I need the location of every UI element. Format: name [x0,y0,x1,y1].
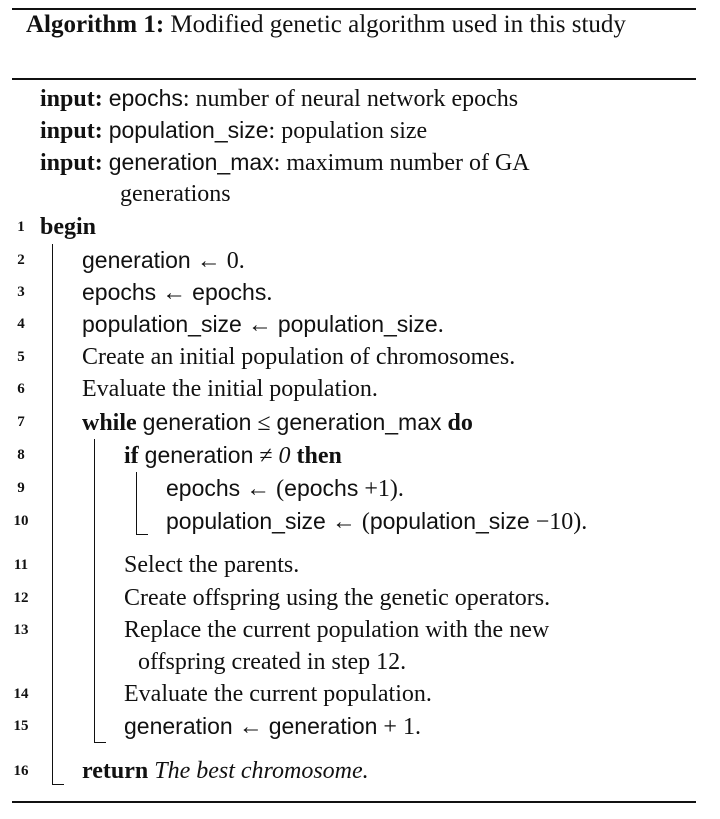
line-number: 6 [17,381,25,397]
line-number: 2 [17,252,25,268]
line-5: Create an initial population of chromosomes. [82,344,516,370]
if-block-end [136,534,148,535]
line-number: 14 [13,686,29,702]
line-number: 9 [17,480,25,496]
line-number: 11 [13,557,29,573]
line-12: Create offspring using the genetic operators. [124,585,551,611]
line-number: 8 [17,447,25,463]
if-block-bar [136,472,137,534]
line-number: 12 [13,590,29,606]
line-begin: begin [40,214,97,240]
line-return: return The best chromosome. [82,758,369,784]
begin-block-end [52,784,64,785]
line-number: 10 [13,513,29,529]
line-15: generation ← generation + 1. [124,713,421,740]
input-generation-max: input: generation_max: maximum number of GA [40,149,530,176]
caption-rule [12,78,696,80]
begin-block-bar [52,244,53,784]
input-generation-max-cont: generations [120,181,231,207]
line-number: 3 [17,284,25,300]
line-9: epochs ← (epochs +1). [166,475,404,502]
line-4: population_size ← population_size. [82,311,444,338]
line-number: 5 [17,349,25,365]
line-13: Replace the current population with the new [124,617,550,643]
bottom-rule [12,801,696,803]
algorithm-caption [26,8,686,41]
input-epochs: input: epochs: number of neural network epochs [40,85,519,112]
line-number: 4 [17,316,25,332]
while-block-end [94,742,106,743]
line-number: 15 [13,718,29,734]
line-while: while generation ≤ generation_max do [82,409,473,436]
line-10: population_size ← (population_size −10). [166,508,588,535]
caption-text: Modified genetic algorithm used in this study [170,11,626,38]
line-11: Select the parents. [124,552,300,578]
line-number: 7 [17,414,25,430]
caption-label: Algorithm 1: [26,11,165,38]
line-6: Evaluate the initial population. [82,376,378,402]
line-number: 16 [13,763,29,779]
line-14: Evaluate the current population. [124,681,432,707]
while-block-bar [94,439,95,742]
line-number: 13 [13,622,29,638]
line-2: generation ← 0. [82,247,245,274]
line-if: if generation ≠ 0 then [124,442,342,469]
line-3: epochs ← epochs. [82,279,273,306]
line-number: 1 [17,219,25,235]
input-population-size: input: population_size: population size [40,117,428,144]
line-13-cont: offspring created in step 12. [138,649,407,675]
